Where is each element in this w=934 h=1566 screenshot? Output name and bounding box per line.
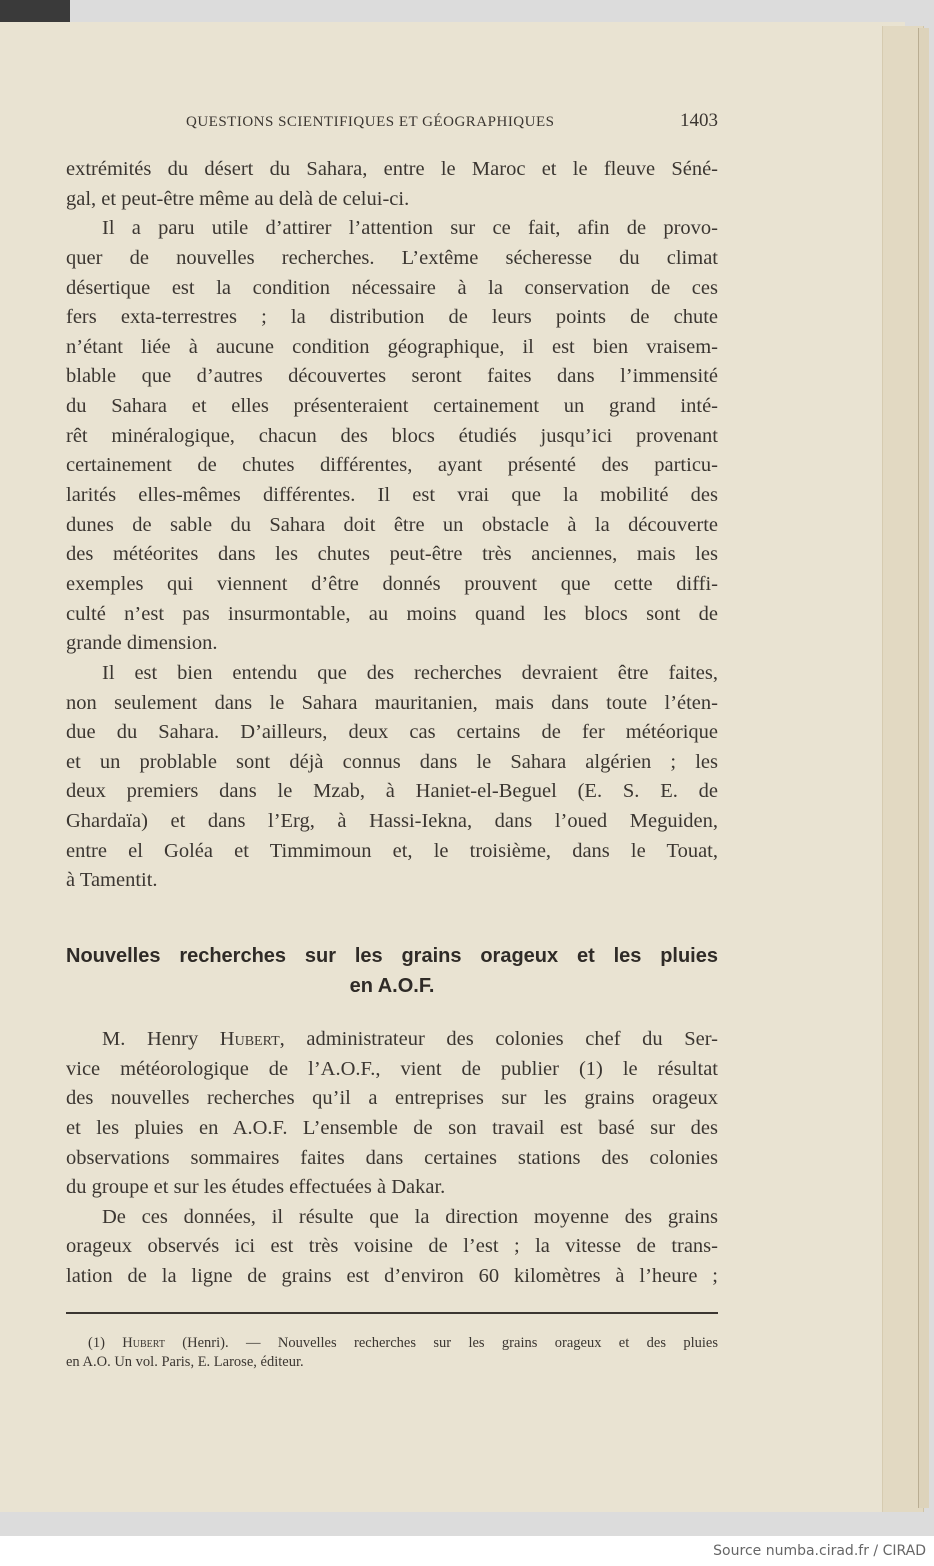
page-number: 1403 — [680, 110, 718, 131]
text-line: du groupe et sur les études effectuées à Dakar. — [66, 1176, 446, 1199]
text-line: des nouvelles recherches qu’il a entreprises sur les grains orageux — [66, 1087, 718, 1110]
text-line: De ces données, il résulte que la direction moyenne des grains — [102, 1205, 718, 1228]
section1-body — [66, 155, 718, 896]
text-line: Il a paru utile d’attirer l’attention sur ce fait, afin de provo- — [102, 217, 718, 240]
text-line: deux premiers dans le Mzab, à Haniet-el-Beguel (E. S. E. de — [66, 780, 718, 803]
footnote-text: (Henri). — Nouvelles recherches sur les grains orageux et des pluies — [164, 1335, 718, 1351]
text-line: exemples qui viennent d’être donnés prouvent que cette diffi- — [66, 572, 718, 595]
text-line: rêt minéralogique, chacun des blocs étudiés jusqu’ici provenant — [66, 424, 718, 447]
footnote-line: en A.O. Un vol. Paris, E. Larose, éditeur. — [66, 1353, 304, 1370]
text-line: gal, et peut-être même au delà de celui-ci. — [66, 187, 410, 210]
text-line: certainement de chutes différentes, ayant présenté des particu- — [66, 454, 718, 477]
text-line: larités elles-mêmes différentes. Il est vrai que la mobilité des — [66, 484, 718, 507]
text-line: grande dimension. — [66, 632, 218, 655]
text-line: Ghardaïa) et dans l’Erg, à Hassi-Iekna, dans l’oued Meguiden, — [66, 810, 718, 833]
text-line: orageux observés ici est très voisine de l’est ; la vitesse de trans- — [66, 1235, 718, 1258]
text-line: extrémités du désert du Sahara, entre le Maroc et le fleuve Séné- — [66, 158, 718, 180]
text-line: dunes de sable du Sahara doit être un obstacle à la découverte — [66, 513, 718, 536]
text-line: fers exta-terrestres ; la distribution de leurs points de chute — [66, 306, 718, 329]
text-line: des météorites dans les chutes peut-être très anciennes, mais les — [66, 543, 718, 566]
source-credit: Source numba.cirad.fr / CIRAD — [713, 1543, 926, 1559]
text-line: du Sahara et elles présenteraient certainement un grand inté- — [66, 395, 718, 418]
text-line: quer de nouvelles recherches. L’extême sécheresse du climat — [66, 246, 718, 269]
section2-body — [66, 1025, 718, 1292]
text-line: non seulement dans le Sahara mauritanien, mais dans toute l’éten- — [66, 691, 718, 714]
text-line: et un problable sont déjà connus dans le Sahara algérien ; les — [66, 750, 718, 773]
footnote-marker: (1) — [88, 1335, 123, 1351]
text-line: blable que d’autres découvertes seront faites dans l’immensité — [66, 365, 718, 388]
author-name: Hubert — [219, 1028, 280, 1050]
text-line: due du Sahara. D’ailleurs, deux cas certains de fer météorique — [66, 721, 718, 744]
text-line: vice météorologique de l’A.O.F., vient de publier (1) le résultat — [66, 1057, 718, 1080]
text-line: et les pluies en A.O.F. L’ensemble de son travail est basé sur des — [66, 1116, 718, 1139]
heading-line: en A.O.F. — [349, 974, 435, 997]
section-heading — [66, 942, 718, 1001]
text-span: , administrateur des colonies chef du Ser- — [279, 1028, 718, 1050]
running-head — [66, 110, 718, 136]
text-line — [66, 1025, 718, 1055]
footnote-author: Hubert — [122, 1335, 165, 1351]
heading-line: Nouvelles recherches sur les grains orageux et les pluies — [66, 945, 718, 967]
text-line: lation de la ligne de grains est d’environ 60 kilomètres à l’heure ; — [66, 1265, 718, 1288]
text-span: M. Henry — [102, 1028, 220, 1050]
running-title: QUESTIONS SCIENTIFIQUES ET GÉOGRAPHIQUES — [186, 114, 555, 130]
text-line: entre el Goléa et Timmimoun et, le troisième, dans le Touat, — [66, 839, 718, 862]
text-line: Il est bien entendu que des recherches devraient être faites, — [102, 661, 718, 684]
text-line: culté n’est pas insurmontable, au moins quand les blocs sont de — [66, 602, 718, 625]
footnote-divider — [66, 1312, 718, 1314]
text-line: désertique est la condition nécessaire à la conservation de ces — [66, 276, 718, 299]
footnote — [66, 1334, 718, 1371]
text-line: observations sommaires faites dans certaines stations des colonies — [66, 1146, 718, 1169]
footnote-line — [66, 1334, 718, 1353]
page-edge-inner — [918, 28, 929, 1508]
text-line: à Tamentit. — [66, 869, 158, 892]
text-line: n’étant liée à aucune condition géographique, il est bien vraisem- — [66, 335, 718, 358]
